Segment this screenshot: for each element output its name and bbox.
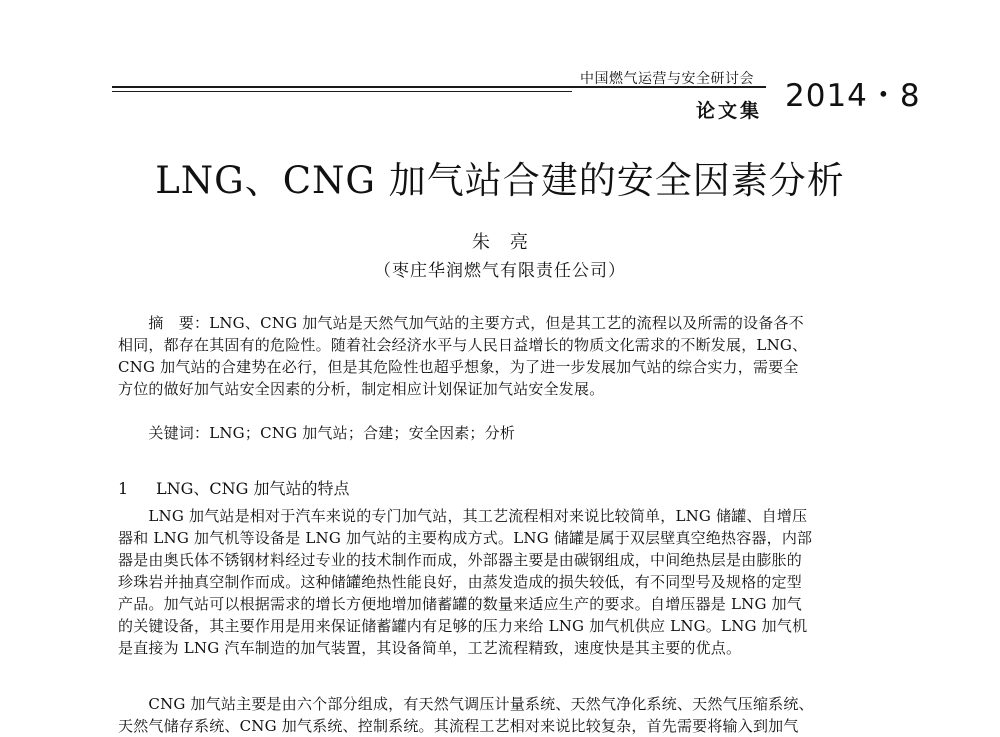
body-line: 天然气储存系统、CNG 加气系统、控制系统。其流程工艺相对来说比较复杂，首先需要将输入到加气: [118, 717, 799, 735]
body-paragraph: [118, 505, 903, 659]
section-title: LNG、CNG 加气站的特点: [156, 479, 350, 498]
body-line: 器和 LNG 加气机等设备是 LNG 加气站的主要构成方式。LNG 储罐是属于双层壁真空绝热容器，内部: [118, 529, 813, 547]
body-paragraph: [118, 693, 903, 737]
conference-name: 中国燃气运营与安全研讨会: [580, 71, 754, 87]
abstract-line: CNG 加气站的合建势在必行，但是其危险性也超乎想象，为了进一步发展加气站的综合实力，需要全: [118, 358, 799, 376]
body-line: LNG 加气站是相对于汽车来说的专门加气站，其工艺流程相对来说比较简单，LNG 储罐、自增压: [118, 507, 808, 525]
abstract-line: 方位的做好加气站安全因素的分析，制定相应计划保证加气站安全发展。: [118, 380, 605, 398]
issue-date: 2014・8: [785, 78, 921, 114]
abstract: [118, 312, 903, 400]
abstract-line: 摘 要：LNG、CNG 加气站是天然气加气站的主要方式，但是其工艺的流程以及所需的设备各不: [118, 314, 804, 332]
body-line: 产品。加气站可以根据需求的增长方便地增加储蓄罐的数量来适应生产的要求。自增压器是 LNG 加气: [118, 595, 803, 613]
collection-label: 论文集: [696, 100, 763, 122]
keywords: [118, 422, 903, 444]
author-affiliation: （枣庄华润燃气有限责任公司）: [374, 261, 626, 281]
body-line: CNG 加气站主要是由六个部分组成，有天然气调压计量系统、天然气净化系统、天然气压缩系统、: [118, 695, 814, 713]
article-title: LNG、CNG 加气站合建的安全因素分析: [155, 159, 845, 202]
abstract-line: 相同，都存在其固有的危险性。随着社会经济水平与人民日益增长的物质文化需求的不断发展，LNG、: [118, 336, 808, 354]
body-line: 器是由奥氏体不锈钢材料经过专业的技术制作而成，外部器主要是由碳钢组成，中间绝热层是由膨胀的: [118, 551, 803, 569]
header-rule-thin: [112, 91, 572, 92]
keywords-line: 关键词：LNG；CNG 加气站；合建；安全因素；分析: [118, 424, 516, 442]
section-number: 1: [118, 479, 129, 498]
author-name: 朱亮: [472, 232, 548, 253]
body-line: 珍珠岩并抽真空制作而成。这种储罐绝热性能良好，由蒸发造成的损失较低，有不同型号及规格的定型: [118, 573, 803, 591]
section-heading: [118, 476, 350, 499]
body-line: 的关键设备，其主要作用是用来保证储蓄罐内有足够的压力来给 LNG 加气机供应 LNG。LNG 加气机: [118, 617, 808, 635]
body-line: 是直接为 LNG 汽车制造的加气装置，其设备简单，工艺流程精致，速度快是其主要的优点。: [118, 639, 742, 657]
